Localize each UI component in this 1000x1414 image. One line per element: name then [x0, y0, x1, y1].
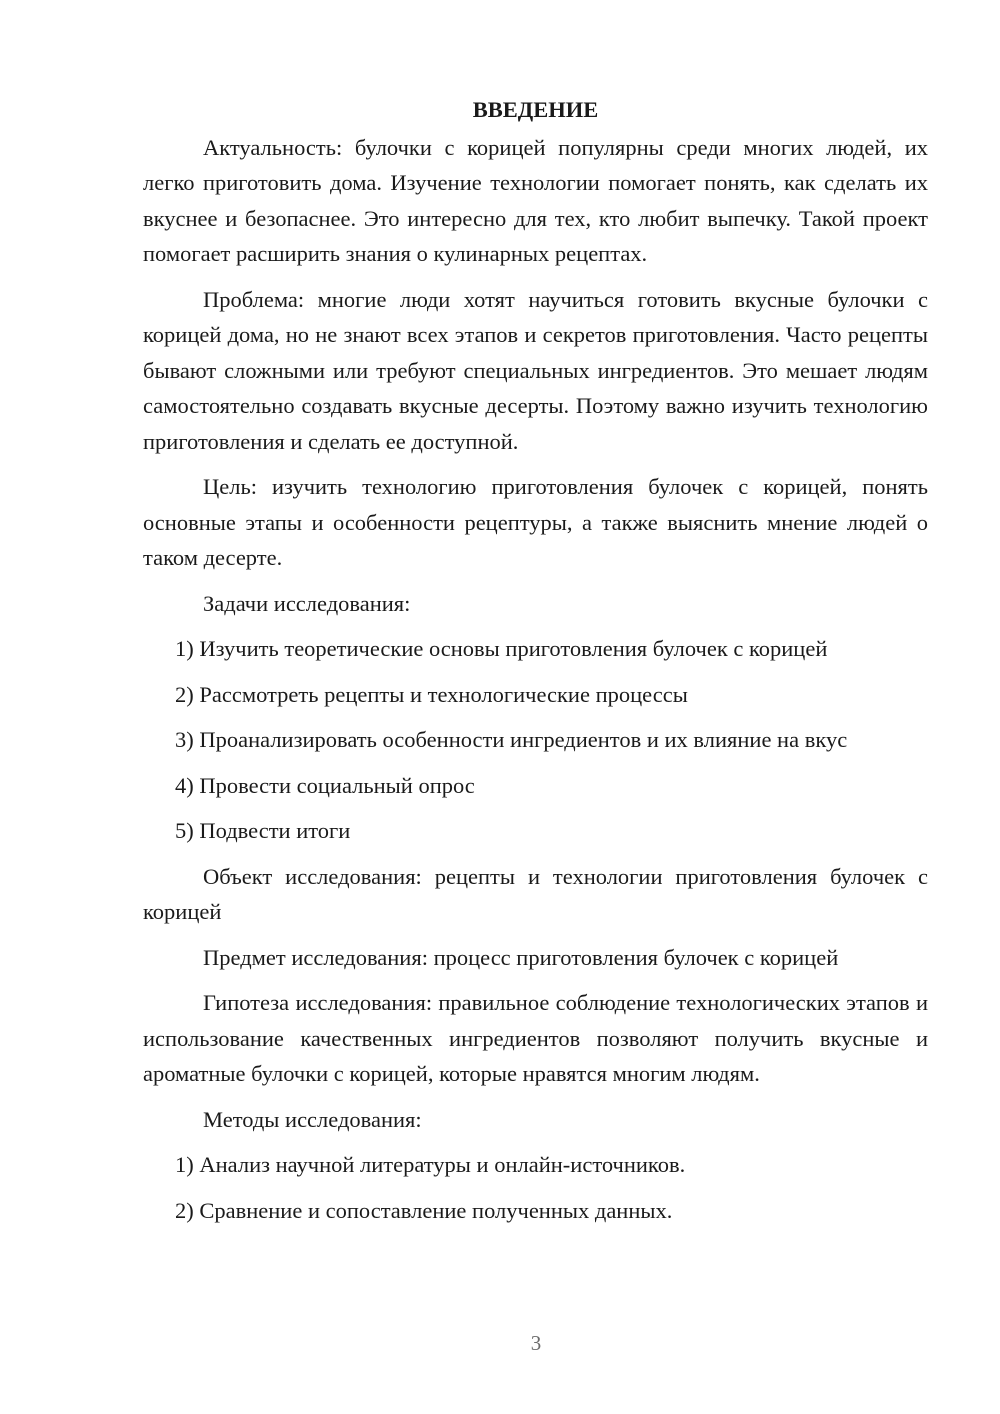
- page-number: 3: [530, 1331, 542, 1355]
- object-paragraph: Объект исследования: рецепты и технологии приготовления булочек с корицей: [143, 863, 928, 924]
- task-item: 5) Подвести итоги: [175, 818, 351, 843]
- methods-heading: Методы исследования:: [203, 1106, 422, 1132]
- method-item: 2) Сравнение и сопоставление полученных данных.: [175, 1197, 673, 1223]
- goal-paragraph: Цель: изучить технологию приготовления булочек с корицей, понять основные этапы и особенности рецептуры, а также выяснить мнение людей о таком десерте.: [143, 474, 928, 570]
- page-content: [143, 92, 928, 1238]
- tasks-list: [143, 631, 928, 849]
- hypothesis-paragraph: Гипотеза исследования: правильное соблюдение технологических этапов и использование качественных ингредиентов позволяют получить вкусные и ароматные булочки с корицей, которые нравятся многим людям.: [143, 990, 928, 1086]
- problem-paragraph: Проблема: многие люди хотят научиться готовить вкусные булочки с корицей дома, но не знают всех этапов и секретов приготовления. Часто рецепты бывают сложными или требуют специальных ингредиентов. Это мешает людям самостоятельно создавать вкусные десерты. Поэтому важно изучить технологию приготовления и сделать ее доступной.: [143, 286, 928, 454]
- page-title: ВВЕДЕНИЕ: [472, 97, 599, 122]
- methods-list: [143, 1147, 928, 1228]
- task-item: 2) Рассмотреть рецепты и технологические процессы: [175, 681, 688, 707]
- task-item: 4) Провести социальный опрос: [175, 772, 475, 798]
- relevance-paragraph: Актуальность: булочки с корицей популярны среди многих людей, их легко приготовить дома. Изучение технологии помогает понять, как сделать их вкуснее и безопаснее. Это интересно для тех, кто любит выпечку. Такой проект помогает расширить знания о кулинарных рецептах.: [143, 134, 928, 266]
- task-item: 3) Проанализировать особенности ингредиентов и их влияние на вкус: [175, 727, 848, 752]
- task-item: 1) Изучить теоретические основы приготовления булочек с корицей: [175, 636, 828, 661]
- tasks-heading: Задачи исследования:: [203, 590, 411, 616]
- method-item: 1) Анализ научной литературы и онлайн-источников.: [175, 1152, 686, 1177]
- subject-paragraph: Предмет исследования: процесс приготовления булочек с корицей: [203, 944, 839, 970]
